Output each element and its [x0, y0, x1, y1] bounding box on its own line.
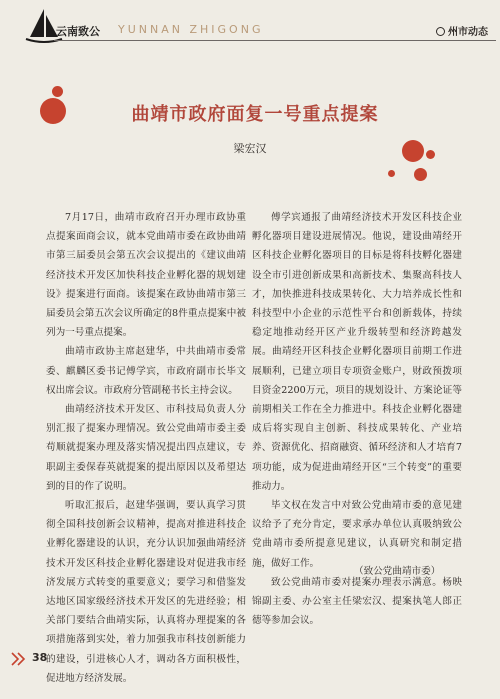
page-header — [0, 0, 500, 48]
double-chevron-icon — [10, 650, 28, 668]
article-column-left — [46, 208, 246, 688]
page-number: 38 — [32, 651, 48, 664]
paragraph: 7月17日，曲靖市政府召开办理市政协重点提案面商会议，就本党曲靖市委在政协曲靖市第三届委员会第五次会议提出的《建议曲靖经济技术开发区加快科技企业孵化器的规划建设》提案进行面商。该提案在政协曲靖市第三届委员会第五次会议所确定的8件重点提案中被列为一号重点提案。 — [46, 212, 246, 339]
paragraph: 致公党曲靖市委对提案办理表示满意。杨映锦副主委、办公室主任梁宏汉、提案执笔人郎正德等参加会议。 — [252, 576, 462, 627]
decor-circle-small — [414, 168, 427, 181]
paragraph: 傅学宾通报了曲靖经济技术开发区科技企业孵化器项目建设进展情况。他说，建设曲靖经开区科技企业孵化器项目的目标是将科技孵化器建设全市引进创新成果和高新技术、集聚高科技人才，加快推进科技成果转化、大力培养成长性和科技型中小企业的示范性平台和创新载体，持续稳定地推动经开区产业升级转型和经济跨越发展。曲靖经开区科技企业孵化器项目前期工作进展顺利，已建立项目专项资金账户，财政预拨项目资金2200万元，项目的规划设计、方案论证等前期相关工作在全力推进中。科技企业孵化器建成后将实现自主创新、科技成果转化、产业培养、资源优化、招商融资、循环经济和人才培育7项功能，成为促进曲靖经开区“三个转变”的重要推动力。 — [252, 212, 462, 492]
article-title: 曲靖市政府面复一号重点提案 — [131, 104, 379, 125]
paragraph: 曲靖经济技术开发区、市科技局负责人分别汇报了提案办理情况。致公党曲靖市委主委苟顺就提案办理及落实情况提出四点建议，专职副主委保春英就提案的提出原因以及希望达到的目的作了说明。 — [46, 404, 246, 492]
decor-circle-small — [52, 86, 63, 97]
section-label: 州市动态 — [448, 27, 488, 38]
header-rule — [54, 22, 496, 41]
paragraph: 曲靖市政协主席赵建华，中共曲靖市委常委、麒麟区委书记傅学宾，市政府副市长毕文权出席会议。市政府分管副秘书长主持会议。 — [46, 346, 246, 396]
article-author: 梁宏汉 — [233, 142, 267, 155]
decor-circle-small — [426, 150, 435, 159]
paragraph: 听取汇报后，赵建华强调，要认真学习贯彻全国科技创新会议精神，提高对推进科技企业孵化器建设的认识，充分认识加强曲靖经济技术开发区科技企业孵化器建设对促进我市经济发展方式转变的重要意义；要学习和借鉴发达地区国家级经济技术开发区的先进经验；相关部门要结合曲靖实际，认真将办理提案的各项措施落到实处，着力加强我市科技创新能力的建设，引进核心人才，调动各方面积极性，促进地方经济发展。 — [46, 500, 246, 684]
bullet-icon — [436, 27, 445, 36]
decor-circle-tiny — [388, 170, 395, 177]
paragraph: 毕文权在发言中对致公党曲靖市委的意见建议给予了充分肯定，要求承办单位认真吸纳致公党曲靖市委所提意见建议，认真研究和制定措施，做好工作。 — [252, 500, 462, 569]
article-signature: （致公党曲靖市委） — [354, 566, 441, 577]
brand-name-en: YUNNAN ZHIGONG — [118, 23, 264, 36]
decor-circle-large — [402, 140, 424, 162]
decor-circle-large — [40, 98, 66, 124]
section-tag — [436, 23, 488, 38]
brand-name-cn: 云南致公 — [56, 25, 100, 38]
